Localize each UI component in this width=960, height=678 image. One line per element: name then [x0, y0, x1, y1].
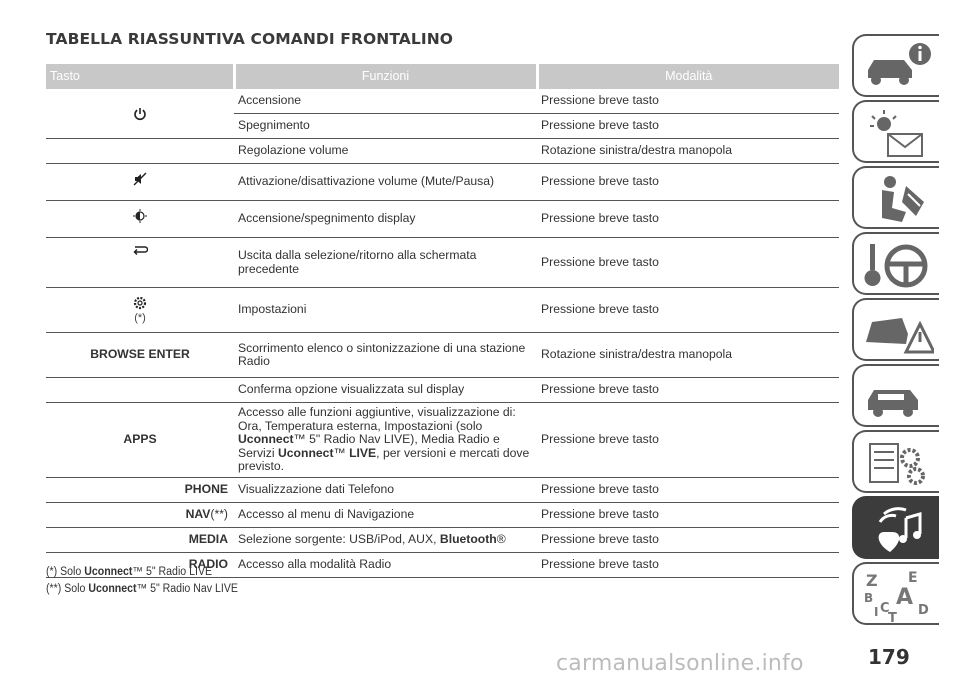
mode-cell: Pressione breve tasto — [537, 403, 839, 478]
function-cell: Attivazione/disattivazione volume (Mute/Pausa) — [234, 164, 537, 201]
media-text-suffix: ® — [496, 532, 506, 547]
footnote-brand: Uconnect — [84, 566, 133, 578]
car-info-icon — [862, 40, 934, 94]
mode-cell: Pressione breve tasto — [537, 528, 839, 553]
nav-note: (**) — [210, 507, 228, 522]
mode-cell: Rotazione sinistra/destra manopola — [537, 139, 839, 164]
nav-key-cell — [46, 503, 234, 528]
function-cell: Conferma opzione visualizzata sul display — [234, 378, 537, 403]
function-cell — [234, 528, 537, 553]
apps-text-g: , per versioni e mercati dove previsto. — [238, 445, 530, 474]
tab-key-steering[interactable] — [852, 232, 939, 295]
mode-cell: Pressione breve tasto — [537, 89, 839, 114]
mode-cell: Pressione breve tasto — [537, 378, 839, 403]
footnote-text: ™ 5" Radio LIVE — [132, 566, 213, 578]
header-key: Tasto — [46, 64, 234, 89]
table-row — [46, 89, 839, 114]
tab-car-info[interactable] — [852, 34, 939, 97]
page-title: TABELLA RIASSUNTIVA COMANDI FRONTALINO — [46, 30, 454, 48]
apps-text-c: ™ 5" Radio Nav LIVE), Media Radio e Servizi — [238, 432, 500, 460]
footnote-text: ™ 5" Radio Nav LIVE — [136, 583, 238, 595]
table-header-row — [46, 64, 839, 89]
svg-text:C: C — [880, 601, 890, 616]
svg-text:E: E — [908, 570, 918, 586]
footnote-1 — [46, 566, 212, 578]
media-text-bluetooth: Bluetooth — [439, 532, 497, 547]
emergency-breakdown-icon — [862, 304, 934, 358]
function-cell: Accesso alla modalità Radio — [234, 553, 537, 578]
apps-brand-live: LIVE — [349, 445, 377, 460]
table-row — [46, 503, 839, 528]
gear-icon — [132, 295, 148, 311]
mode-cell: Pressione breve tasto — [537, 201, 839, 238]
svg-text:T: T — [888, 611, 897, 622]
mode-cell: Pressione breve tasto — [537, 478, 839, 503]
table-row — [46, 333, 839, 378]
tab-technical-data[interactable] — [852, 430, 939, 493]
function-cell: Accensione — [234, 89, 537, 114]
function-cell: Regolazione volume — [234, 139, 537, 164]
back-arrow-icon — [132, 246, 148, 258]
apps-brand-uconnect: Uconnect — [238, 432, 294, 447]
header-mode: Modalità — [537, 64, 839, 89]
settings-note: (*) — [134, 311, 146, 324]
function-cell: Accesso al menu di Navigazione — [234, 503, 537, 528]
svg-text:B: B — [864, 591, 874, 605]
car-maintenance-icon — [862, 370, 934, 424]
function-cell: Spegnimento — [234, 114, 537, 139]
radio-key-cell: RADIO — [46, 553, 234, 578]
power-key-cell — [46, 89, 234, 139]
warning-lights-icon — [862, 106, 934, 160]
table-row — [46, 403, 839, 478]
table-row — [46, 139, 839, 164]
apps-text-a: Accesso alle funzioni aggiuntive, visualizzazione di: Ora, Temperatura esterna, Impostazioni (solo — [238, 405, 516, 433]
table-row — [46, 478, 839, 503]
mute-key-cell — [46, 164, 234, 201]
mode-cell: Pressione breve tasto — [537, 164, 839, 201]
key-cell-empty — [46, 139, 234, 164]
phone-key-cell: PHONE — [46, 478, 234, 503]
svg-text:D: D — [918, 603, 929, 618]
nav-key-label: NAV — [185, 507, 211, 522]
mode-cell: Pressione breve tasto — [537, 238, 839, 288]
function-cell: Scorrimento elenco o sintonizzazione di una stazione Radio — [234, 333, 537, 378]
watermark: carmanualsonline.info — [556, 651, 804, 676]
function-cell: Visualizzazione dati Telefono — [234, 478, 537, 503]
media-text-prefix: Selezione sorgente: USB/iPod, AUX, — [238, 532, 440, 547]
commands-table — [46, 64, 839, 578]
mute-icon — [133, 172, 147, 186]
mode-cell: Pressione breve tasto — [537, 503, 839, 528]
power-icon — [133, 107, 147, 121]
apps-brand-uconnect-2: Uconnect — [277, 445, 334, 460]
mode-cell: Rotazione sinistra/destra manopola — [537, 333, 839, 378]
footnote-mark: (**) Solo — [46, 583, 89, 595]
header-function: Funzioni — [234, 64, 537, 89]
table-row — [46, 164, 839, 201]
apps-text-e: ™ — [333, 445, 350, 460]
key-cell-empty — [46, 378, 234, 403]
function-cell: Impostazioni — [234, 288, 537, 333]
footnote-mark: (*) Solo — [46, 566, 85, 578]
alphabetical-index-icon — [862, 568, 934, 622]
table-row — [46, 378, 839, 403]
technical-data-icon — [862, 436, 934, 490]
function-cell: Uscita dalla selezione/ritorno alla schermata precedente — [234, 238, 537, 288]
mode-cell: Pressione breve tasto — [537, 553, 839, 578]
media-key-cell: MEDIA — [46, 528, 234, 553]
mode-cell: Pressione breve tasto — [537, 114, 839, 139]
tab-warning-lights[interactable] — [852, 100, 939, 163]
table-row — [46, 201, 839, 238]
function-cell: Accensione/spegnimento display — [234, 201, 537, 238]
key-steering-wheel-icon — [862, 238, 934, 292]
settings-key-cell — [46, 288, 234, 333]
footnote-brand: Uconnect — [88, 583, 137, 595]
tab-emergency[interactable] — [852, 298, 939, 361]
function-cell — [234, 403, 537, 478]
page-number: 179 — [868, 645, 910, 669]
mode-cell: Pressione breve tasto — [537, 288, 839, 333]
footnote-2 — [46, 583, 238, 595]
tab-seat-airbag[interactable] — [852, 166, 939, 229]
seat-airbag-icon — [862, 172, 934, 226]
svg-text:Z: Z — [866, 571, 878, 590]
display-key-cell — [46, 201, 234, 238]
table-row — [46, 528, 839, 553]
browse-key-cell: BROWSE ENTER — [46, 333, 234, 378]
tab-maintenance[interactable] — [852, 364, 939, 427]
svg-text:I: I — [874, 605, 879, 619]
svg-text:A: A — [896, 585, 914, 610]
table-row — [46, 238, 839, 288]
tab-multimedia[interactable] — [852, 496, 939, 559]
apps-key-cell: APPS — [46, 403, 234, 478]
display-brightness-icon — [133, 209, 147, 223]
multimedia-icon — [862, 502, 934, 556]
table-row — [46, 288, 839, 333]
tab-index[interactable] — [852, 562, 939, 625]
back-key-cell — [46, 238, 234, 288]
